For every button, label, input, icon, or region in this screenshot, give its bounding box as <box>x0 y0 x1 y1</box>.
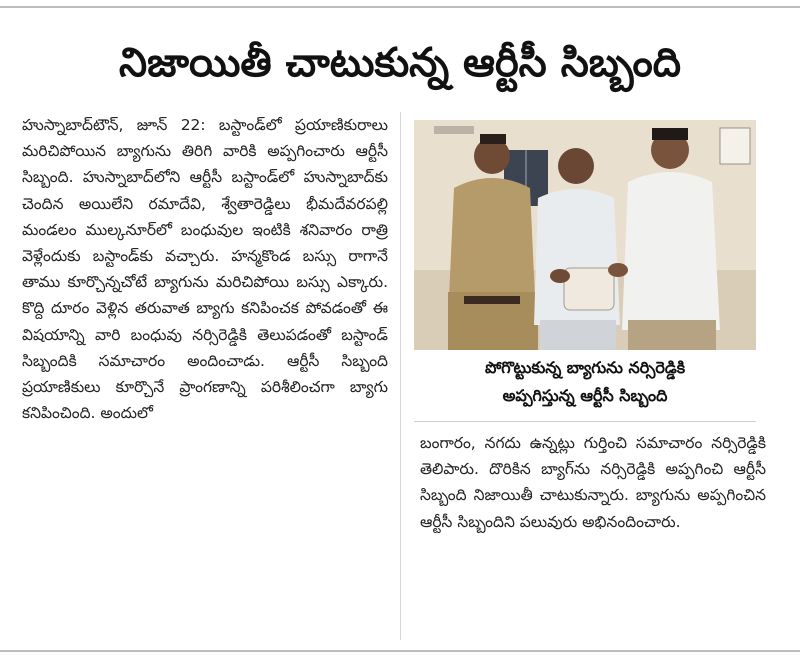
article-body-left <box>22 112 388 642</box>
headline: నిజాయితీ చాటుకున్న ఆర్టీసీ సిబ్బంది <box>119 40 681 86</box>
body-left-text: హుస్నాబాద్‌టౌన్, జూన్ 22: బస్టాండ్‌లో ప్రయాణికురాలు మరిచిపోయిన బ్యాగును తిరిగి వారికి అప్పగించారు ఆర్టీసీ సిబ్బంది. హుస్నాబాద్‌లోని ఆర్టీసీ బస్టాండ్‌లో హుస్నాబాద్‌కు చెందిన అయిలేని రమాదేవి, శ్వేతారెడ్డిలు భీమదేవరపల్లి మండలం ముల్కనూర్‌లో బంధువుల ఇంటికి శనివారం రాత్రి వెళ్లేందుకు బస్టాండ్‌కు వచ్చారు. హన్మకొండ బస్సు రాగానే తాము కూర్చొన్నచోటే బ్యాగును మరిచిపోయి బస్సు ఎక్కారు. కొద్ది దూరం వెళ్లిన తరువాత బ్యాగు కనిపించక పోవడంతో ఈ విషయాన్ని వారి బంధువు నర్సిరెడ్డికి తెలుపడంతో బస్టాండ్ సిబ్బందికి సమాచారం అందించాడు. ఆర్టీసీ సిబ్బంది ప్రయాణికులు కూర్చొనే ప్రాంగణాన్ని పరిశీలించగా బ్యాగు కనిపించింది. అందులో <box>22 116 388 423</box>
caption-line-2: అప్పగిస్తున్న ఆర్టీసీ సిబ్బంది <box>502 386 668 405</box>
top-rule <box>0 6 800 8</box>
column-divider <box>400 112 401 640</box>
photo-caption <box>414 354 756 414</box>
caption-rule <box>414 421 756 422</box>
bottom-rule <box>0 650 800 652</box>
article-body-right <box>420 430 766 640</box>
caption-line-1: పోగొట్టుకున్న బ్యాగును నర్సిరెడ్డికి <box>484 358 686 377</box>
body-right-text: బంగారం, నగదు ఉన్నట్లు గుర్తించి సమాచారం నర్సిరెడ్డికి తెలిపారు. దొరికిన బ్యాగ్‌ను నర్సిరెడ్డికి అప్పగించి ఆర్టీసీ సిబ్బంది నిజాయితీ చాటుకున్నారు. బ్యాగును అప్పగించిన ఆర్టీసీ సిబ్బందిని పలువురు అభినందించారు. <box>420 434 766 531</box>
photo-illustration <box>414 120 756 350</box>
news-photo <box>414 120 756 350</box>
